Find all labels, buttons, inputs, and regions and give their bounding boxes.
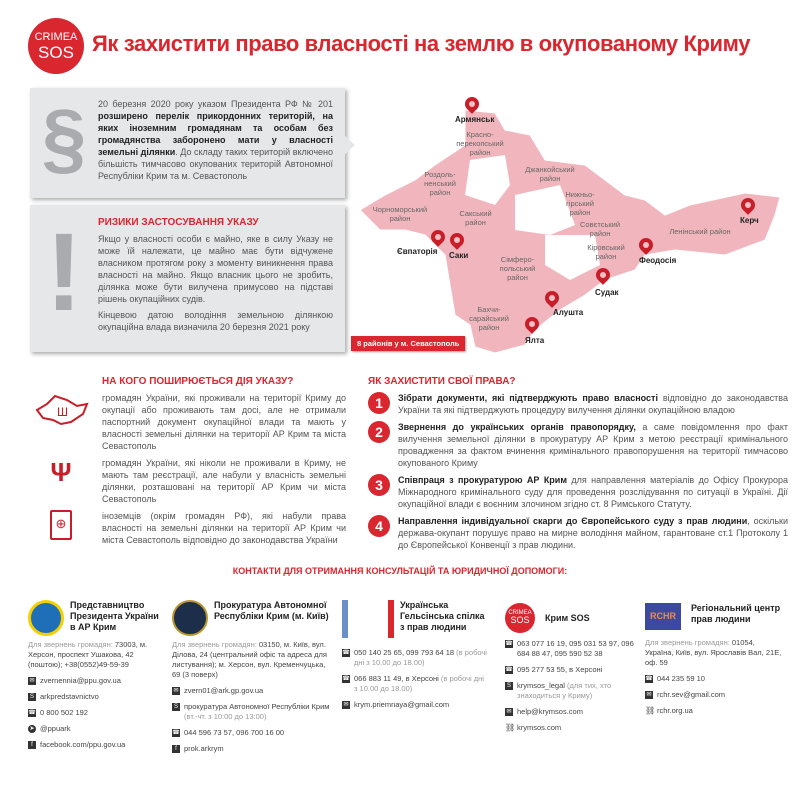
contact-prosecutor: Прокуратура Автономної Республіки Крим (м. Київ) Для звернень громадян: 03150, м. Київ, вул. Ділова, 24 (центральний офіс та адреса для листування); м. Херсон, вул. Кременчуцька, 69 (3 поверх) ✉ zvern01@ark.gp.gov.ua S прокуратура Автономної Республіки Крим (вт.-чт. з 10:00 до 13:00) ☎ 044 596 73 57, 096 700 16 00 f prok.arkrym: [172, 600, 330, 753]
contact-krymsos: CRIMEA SOS Крим SOS ☎ 063 077 16 19, 095 031 53 97, 096 684 88 47, 095 590 52 38 ☎ 095 277 53 55, в Херсоні S krymsos_legal (для тих, хто знаходиться у Криму) ✉ help@krymsos.com ⛓ krymsos.com: [505, 603, 635, 733]
facebook-icon: f: [28, 741, 36, 749]
phone-icon: ☎: [342, 650, 350, 656]
step-number: 1: [368, 392, 390, 414]
svg-text:Ш: Ш: [57, 405, 68, 419]
region-label: Сакський район: [459, 209, 492, 227]
city-label: Алушта: [553, 308, 584, 317]
phone-icon: ☎: [505, 641, 513, 647]
region-label: Джанкойський район: [525, 165, 575, 183]
skype-icon: S: [173, 704, 178, 710]
skype-icon: S: [29, 694, 34, 700]
step-number: 2: [368, 421, 390, 443]
uhhru-logo: [342, 600, 394, 638]
city-label: Феодосія: [639, 256, 677, 265]
phone-icon: ☎: [342, 676, 350, 682]
telegram-icon: ➤: [29, 726, 35, 732]
trident-icon: Ψ: [50, 457, 72, 487]
city-label: Судак: [595, 288, 619, 297]
paragraph-icon: §: [41, 93, 87, 182]
city-label: Ялта: [525, 336, 545, 345]
mail-icon: ✉: [29, 678, 35, 684]
mail-icon: ✉: [173, 688, 179, 694]
facebook-icon: f: [172, 745, 180, 753]
region-label: Красно-перекопський район: [456, 130, 504, 157]
mail-icon: ✉: [506, 709, 512, 715]
mail-icon: ✉: [646, 692, 652, 698]
intro-box: § 20 березня 2020 року указом Президента РФ № 201 розширено перелік прикордонних територій, на яких іноземним громадянам та особам без громадянства заборонено мати у власності земельні ділянки. До складу таких територій включено більшість тимчасово окупованих територій Автономної Республіки Крим та м. Севастополь: [30, 88, 345, 198]
city-label: Євпаторія: [397, 247, 438, 256]
city-label: Керч: [740, 216, 759, 225]
region-label: Ленінський район: [669, 227, 731, 236]
who-title: НА КОГО ПОШИРЮЄТЬСЯ ДІЯ УКАЗУ?: [102, 376, 294, 387]
email-link[interactable]: zvernennia@ppu.gov.ua: [40, 676, 121, 685]
phone-icon: ☎: [28, 710, 36, 716]
how-section: ЯК ЗАХИСТИТИ СВОЇ ПРАВА? 1 Зібрати документи, які підтверджують право власності відповідно до законодавства України та які підтверджують процедуру вилучення ділянки окупаційною владою 2 Звернення до українських органів правопорядку, а саме повідомлення про факт вилучення земельної ділянки в прокуратуру АР Крим з метою реєстрації кримінального провадження за фактом вчинення кримінального правопорушення на території тимчасово окупованого Криму 3 Співпраця з прокуратурою АР Крим для направлення матеріалів до Офісу Прокурора Міжнародного кримінального суду для проведення розслідування по ситуації в Україні. Дії окупаційної влади є воєнним злочином згідно ст. 8 Римського Статуту. 4 Направлення індивідуальної скарги до Європейського суду з прав людини, оскільки держава-окупант порушує право на мирне володіння майном, гарантоване ст.1 Протоколу 1 до Європейської Конвенції з прав людини.: [368, 376, 789, 550]
region-label: Роздоль-ненський район: [424, 170, 456, 197]
city-label: Саки: [449, 251, 469, 260]
crimea-map: [345, 85, 800, 360]
phone-icon: ☎: [505, 667, 513, 673]
ppu-logo: [28, 600, 64, 636]
city-label: Армянськ: [455, 115, 495, 124]
exclamation-icon: !: [45, 211, 83, 334]
crimea-sos-logo: CRIMEA SOS: [28, 18, 84, 74]
region-label: Бахчи-сарайський район: [469, 305, 509, 332]
contact-uhhru: Українська Гельсінська спілка з прав людини ☎ 050 140 25 65, 099 793 64 18 (в робочі дні з 10.00 до 18.00) ☎ 066 883 11 49, в Херсоні (в робочі дні з 10.00 до 18.00) ✉ krym.priemnaya@gmail.com: [342, 600, 487, 709]
phone-icon: ☎: [645, 676, 653, 682]
rchr-logo: RCHR: [645, 603, 681, 630]
region-label: Совєтський район: [579, 220, 621, 238]
skype-icon: S: [506, 683, 511, 689]
mail-icon: ✉: [343, 702, 349, 708]
link-icon: ⛓: [505, 723, 516, 732]
sevastopol-label: 8 районів у м. Севастополь: [351, 336, 465, 351]
contacts-title: КОНТАКТИ ДЛЯ ОТРИМАННЯ КОНСУЛЬТАЦІЙ ТА ЮРИДИЧНОЇ ДОПОМОГИ:: [232, 566, 568, 576]
krymsos-logo: CRIMEA SOS: [505, 603, 535, 633]
link-icon: ⛓: [645, 706, 656, 715]
passport-icon: ⊕: [50, 510, 72, 540]
step-number: 3: [368, 474, 390, 496]
contact-ppu: Представництво Президента України в АР Крим Для звернень громадян: 73003, м. Херсон, проспект Ушакова, 42 (поштою); +38(0552)49-59-39 ✉ zvernennia@ppu.gov.ua S arkpredstavnictvo ☎ 0 800 502 192 ➤ @ppuark f facebook.com/ppu.gov.ua: [28, 600, 159, 749]
phone-icon: ☎: [172, 730, 180, 736]
region-label: Чорноморський район: [372, 205, 428, 223]
how-title: ЯК ЗАХИСТИТИ СВОЇ ПРАВА?: [368, 376, 516, 387]
region-label: Кіровський район: [587, 243, 625, 261]
risks-box: ! РИЗИКИ ЗАСТОСУВАННЯ УКАЗУ Якщо у власності особи є майно, яке в силу Указу не може їй належати, це майно має бути відчужене власником протягом року з моменту виникнення права власності на майно. Якщо власник цього не зробить, ділянка може бути вилучена примусово на підставі рішень окупаційних судів. Кінцевою датою володіння земельною ділянкою окупаційна влада визначила 20 березня 2021 року: [30, 205, 345, 352]
who-section: НА КОГО ПОШИРЮЄТЬСЯ ДІЯ УКАЗУ? Ш громадян України, які проживали на території Криму до окупації або проживають там досі, але не отримали паспортний документ окупаційної влади та мають у власності земельні ділянки на території АР Крим та міста Севастополь Ψ громадян України, які ніколи не проживали в Криму, не мають там реєстрації, але набули у власність земельні ділянки, розташовані на території АР Крим чи міста Севастополь ⊕ іноземців (окрім громадян РФ), які набули права власності на земельні ділянки на території АР Крим чи міста Севастополь відповідно до законодавства України: [28, 376, 346, 546]
region-label: Сімферо-польський район: [499, 255, 536, 282]
contact-rchr: RCHR Регіональний центр прав людини Для звернень громадян: 01054, Україна, Київ, вул. Ярославів Вал, 21Е, оф. 59 ☎ 044 235 59 10 ✉ rchr.sev@gmail.com ⛓ rchr.org.ua: [645, 603, 782, 715]
step-number: 4: [368, 515, 390, 537]
page-title: Як захистити право власності на землю в окупованому Криму: [92, 31, 751, 56]
prosecutor-logo: [172, 600, 208, 636]
crimea-trident-icon: [33, 392, 89, 428]
region-label: Нижньо-гірський район: [565, 190, 595, 217]
risks-title: РИЗИКИ ЗАСТОСУВАННЯ УКАЗУ: [98, 217, 259, 228]
